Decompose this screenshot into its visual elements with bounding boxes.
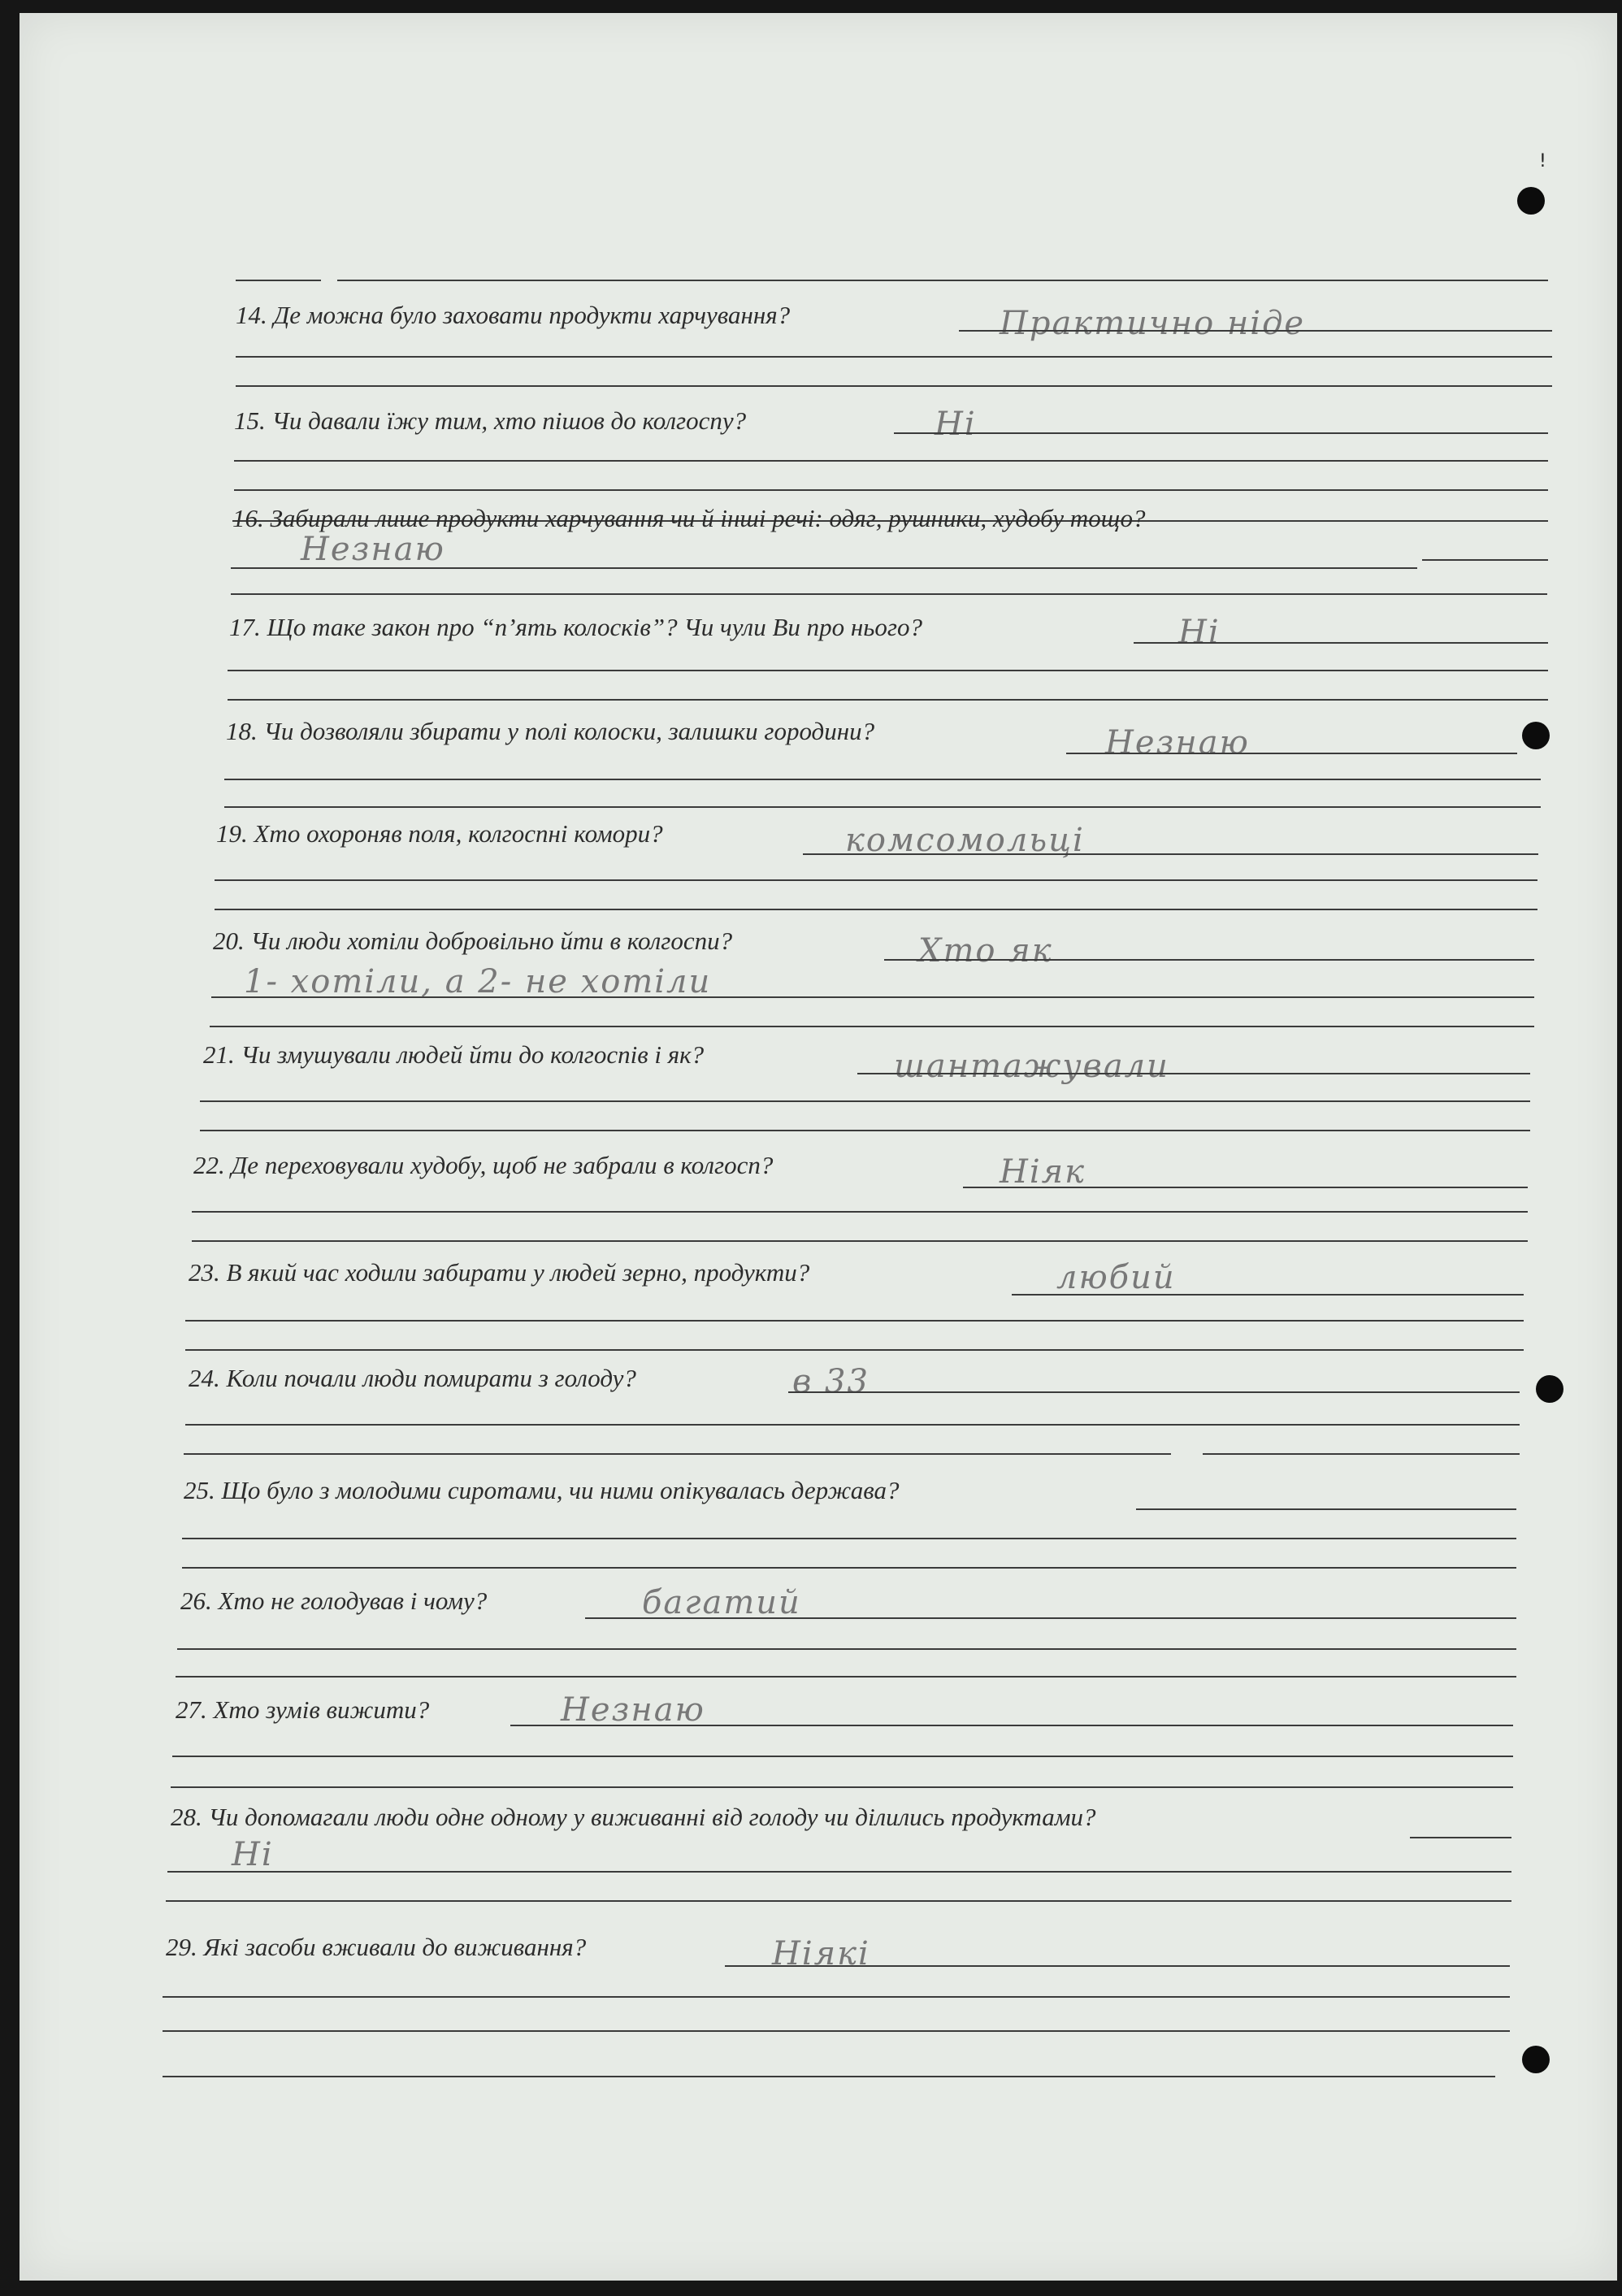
answer-line — [185, 1320, 1524, 1322]
answer-line — [171, 1786, 1513, 1788]
answer-line — [1422, 559, 1548, 561]
answer-line — [163, 2076, 1495, 2077]
answer-line — [211, 996, 1534, 998]
answer-line — [182, 1567, 1516, 1569]
answer-line — [215, 879, 1537, 881]
handwritten-answer: Ні — [1178, 614, 1221, 651]
question-label: 24. Коли почали люди помирати з голоду? — [189, 1364, 636, 1392]
question-label: 28. Чи допомагали люди одне одному у виживанні від голоду чи ділились продуктами? — [171, 1803, 1096, 1831]
question-label: 22. Де переховували худобу, щоб не забрали в колгосп? — [193, 1151, 774, 1179]
answer-line — [172, 1756, 1513, 1757]
answer-line — [236, 280, 321, 281]
handwritten-answer: Незнаю — [301, 531, 445, 568]
margin-mark: ! — [1539, 151, 1546, 171]
answer-line — [803, 853, 1538, 855]
question-label: 29. Які засоби вживали до виживання? — [166, 1933, 587, 1961]
answer-line — [192, 1211, 1528, 1213]
answer-line — [184, 1453, 1171, 1455]
handwritten-answer: Ніяк — [1000, 1153, 1086, 1191]
question-label: 21. Чи змушували людей йти до колгоспів і як? — [203, 1040, 705, 1069]
handwritten-answer: Незнаю — [1105, 724, 1250, 762]
question-label: 23. В який час ходили забирати у людей зерно, продукти? — [189, 1258, 810, 1287]
answer-line — [228, 670, 1548, 671]
punch-hole — [1522, 722, 1550, 749]
punch-hole — [1522, 2046, 1550, 2073]
question-label: 19. Хто охороняв поля, колгоспні комори? — [216, 819, 663, 848]
answer-line — [200, 1130, 1530, 1131]
answer-line — [857, 1073, 1530, 1074]
handwritten-answer: Ні — [935, 406, 977, 443]
question-label: 17. Що таке закон про “п’ять колосків”? Чи чули Ви про нього? — [229, 613, 922, 641]
answer-line — [236, 385, 1552, 387]
answer-line — [200, 1100, 1530, 1102]
answer-line — [884, 959, 1534, 961]
handwritten-answer: багатий — [642, 1584, 801, 1621]
handwritten-answer: шантажували — [894, 1048, 1169, 1085]
handwritten-answer: Ніякі — [772, 1935, 870, 1973]
answer-line — [176, 1676, 1516, 1678]
question-label: 26. Хто не голодував і чому? — [180, 1586, 488, 1615]
answer-line — [224, 779, 1541, 780]
answer-line — [585, 1617, 1516, 1619]
question-label: 15. Чи давали їжу тим, хто пішов до колгоспу? — [234, 406, 747, 435]
answer-line — [192, 1240, 1528, 1242]
answer-line — [210, 1026, 1534, 1027]
answer-line — [788, 1391, 1520, 1393]
handwritten-answer: в 33 — [792, 1363, 870, 1400]
answer-line — [185, 1424, 1520, 1426]
answer-line — [725, 1965, 1510, 1967]
answer-line — [185, 1349, 1524, 1351]
answer-line — [1410, 1837, 1511, 1838]
answer-line — [182, 1538, 1516, 1539]
answer-line — [894, 432, 1548, 434]
answer-line — [231, 567, 1417, 569]
handwritten-answer: Незнаю — [561, 1691, 705, 1729]
handwritten-answer: Ні — [232, 1836, 274, 1873]
question-label: 18. Чи дозволяли збирати у полі колоски, залишки городини? — [226, 717, 875, 745]
question-label: 25. Що було з молодими сиротами, чи ними опікувалась держава? — [184, 1476, 900, 1504]
handwritten-answer: любий — [1056, 1259, 1176, 1296]
answer-line — [166, 1900, 1511, 1902]
answer-line — [177, 1648, 1516, 1650]
punch-hole — [1536, 1375, 1563, 1403]
answer-line — [1134, 642, 1548, 644]
handwritten-answer: комсомольці — [845, 822, 1085, 859]
answer-line — [234, 460, 1548, 462]
answer-line — [510, 1725, 1513, 1726]
answer-line — [231, 593, 1547, 595]
question-label: 14. Де можна було заховати продукти харчування? — [236, 301, 791, 329]
answer-line — [1012, 1294, 1524, 1296]
answer-line — [228, 699, 1548, 701]
answer-line — [167, 1871, 1511, 1873]
answer-line — [236, 356, 1552, 358]
answer-line — [224, 806, 1541, 808]
answer-line — [163, 2030, 1510, 2032]
question-label: 27. Хто зумів вижити? — [176, 1695, 430, 1724]
answer-line — [234, 489, 1548, 491]
handwritten-answer-continued: 1- хотіли, а 2- не хотіли — [244, 963, 712, 1000]
handwritten-answer: Хто як — [918, 932, 1053, 970]
answer-line — [1066, 753, 1517, 754]
answer-line — [1136, 1508, 1516, 1510]
handwritten-answer: Практично ніде — [1000, 305, 1306, 342]
answer-line — [959, 330, 1552, 332]
answer-line — [963, 1187, 1528, 1188]
answer-line — [163, 1996, 1510, 1998]
punch-hole — [1517, 187, 1545, 215]
question-label: 20. Чи люди хотіли добровільно йти в колгоспи? — [213, 927, 733, 955]
answer-line — [337, 280, 1548, 281]
answer-line — [215, 909, 1537, 910]
question-label: 16. Забирали лише продукти харчування чи й інші речі: одяг, рушники, худобу тощо? — [232, 504, 1146, 532]
answer-line — [1203, 1453, 1520, 1455]
